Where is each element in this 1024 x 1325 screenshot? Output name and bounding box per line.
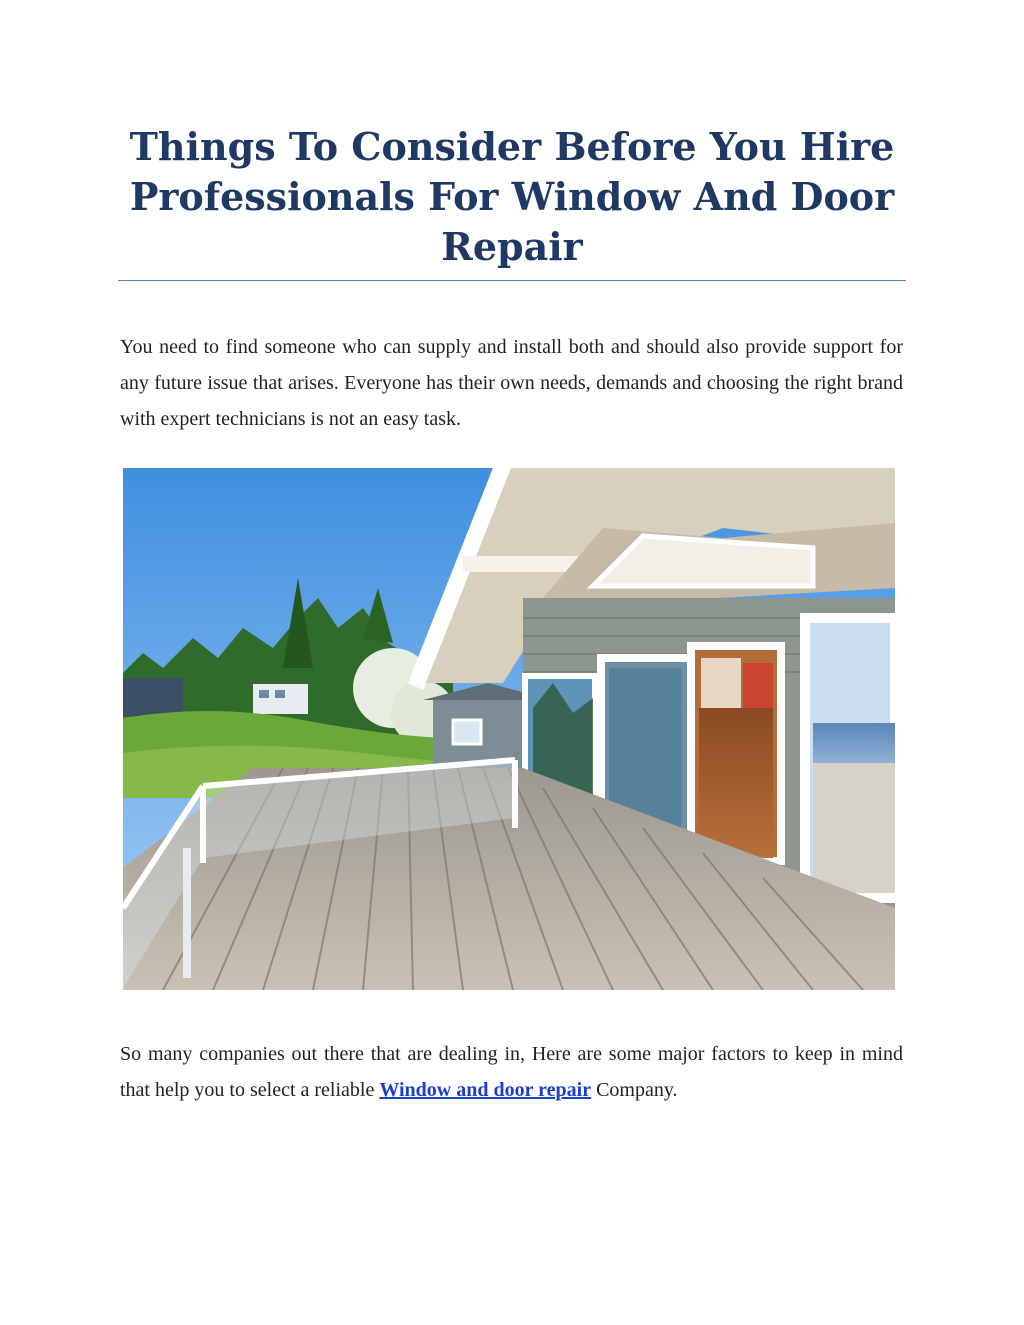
factors-paragraph [120, 1036, 903, 1108]
page-title: Things To Consider Before You Hire Professionals For Window And Door Repair [129, 124, 895, 269]
intro-paragraph: You need to find someone who can supply and install both and should also provide support for any future issue that arises. Everyone has their own needs, demands and choosing the right brand with expert technicians is not an easy task. [120, 336, 903, 430]
window-door-repair-link[interactable]: Window and door repair [379, 1079, 592, 1101]
deck-photo [123, 468, 895, 990]
title-underline [118, 280, 906, 281]
factors-text: So many companies out there that are dealing in, Here are some major factors to keep in mind that help you to select a reliable [120, 1043, 903, 1101]
factors-text-end: Company. [591, 1079, 678, 1101]
